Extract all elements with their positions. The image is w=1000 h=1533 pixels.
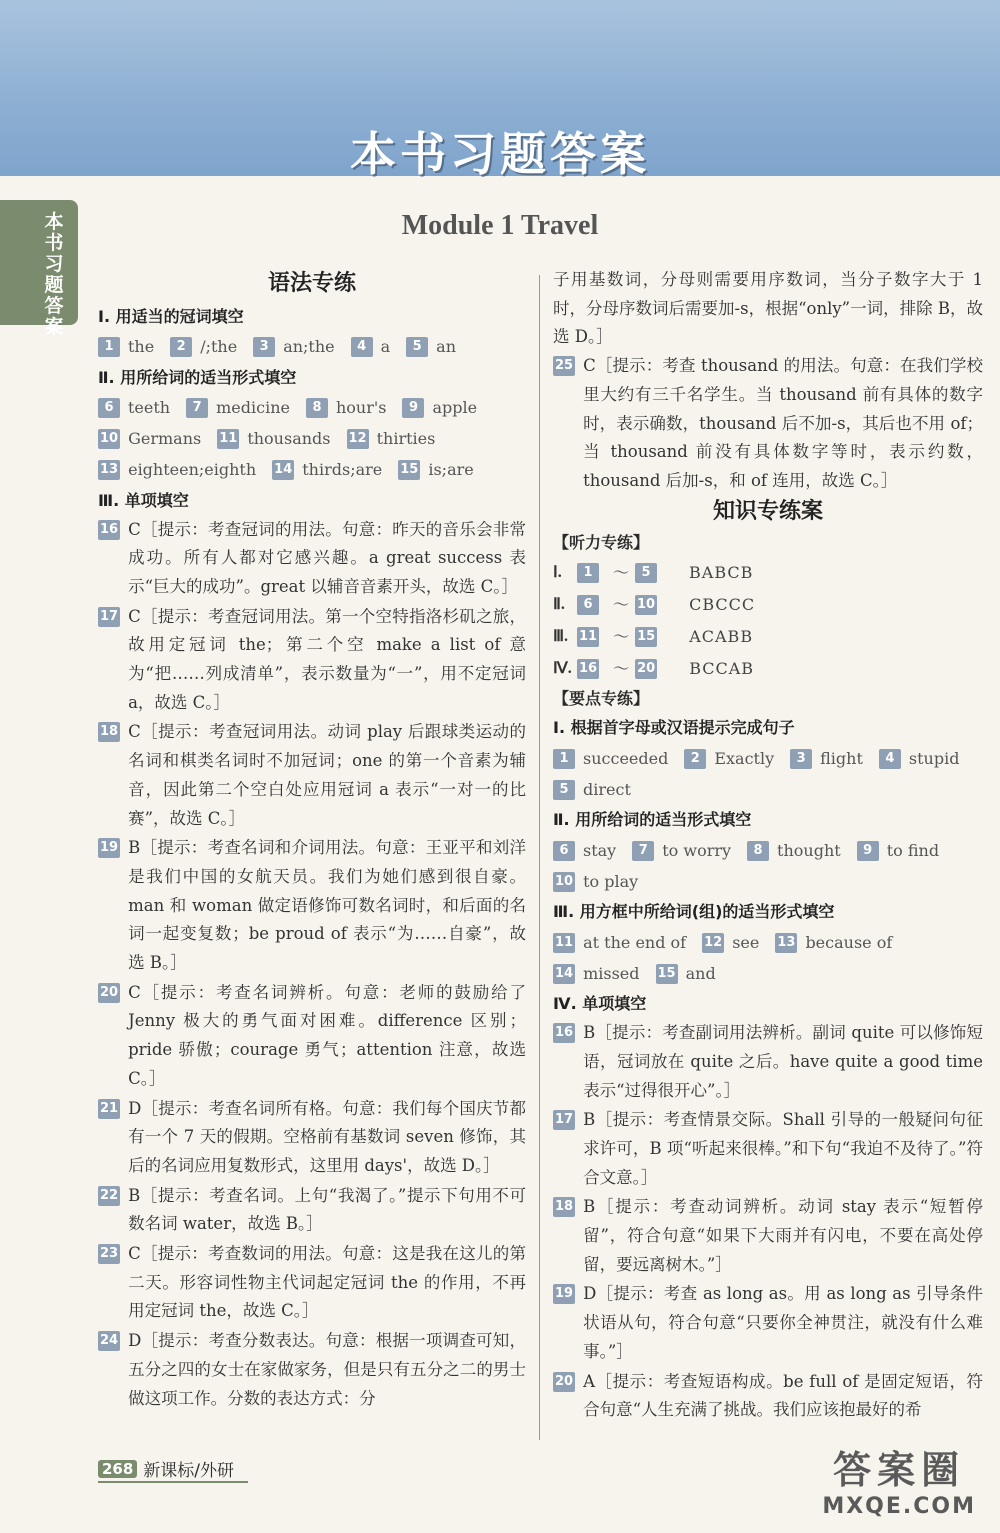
side-tab-label: 本书习题答案 [44,211,64,338]
answer-item [553,868,638,896]
question-number-badge: 15 [656,964,678,984]
answer-text: thirties [376,429,436,449]
question-number-badge: 14 [272,460,294,480]
answer-row [98,332,526,363]
question-list [553,352,983,496]
roman-label: Ⅲ. [553,628,569,646]
question-number-badge: 6 [553,841,575,861]
question-number-badge: 1 [98,337,120,357]
explanation-text: D［提示：考查 as long as。用 as long as 引导条件状语从句，符合句意“只要你全神贯注，就没有什么难事。”］ [583,1284,983,1361]
part-title: Ⅱ. 用所给词的适当形式填空 [98,367,297,387]
header-banner [0,0,1000,181]
question-answer [553,352,983,496]
question-number-badge: 18 [98,722,120,742]
answer-item [406,333,456,361]
question-number-badge: 3 [253,337,275,357]
section-title-grammar: 语法专练 [267,271,356,296]
explanation-text: C［提示：考查冠词用法。第一个空特指洛杉矶之旅，故用定冠词 the；第二个空 make a list of 意为“把……列成清单”，表示数量为“一”，用不定冠词 a，故选 C。］ [128,606,526,712]
continued-text: 子用基数词，分母则需要用序数词，当分子数字大于 1 时，分母序数词后需要加-s，根据“only”一词，排除 B，故选 D。］ [553,270,983,347]
question-number-badge: 25 [553,356,575,376]
answer-text: the [128,337,155,357]
question-number-badge: 4 [879,749,901,769]
answer-item [306,394,387,422]
answer-item [272,456,382,484]
explanation-text: B［提示：考查情景交际。Shall 引导的一般疑问句征求许可，B 项“听起来很棒。”和下句“我迫不及待了。”符合文意。］ [583,1110,983,1187]
answer-item [553,837,616,865]
answer-item [702,929,759,957]
footer-rule [98,1481,248,1483]
answer-text: Germans [128,429,202,449]
explanation-text: C［提示：考查名词辨析。句意：老师的鼓励给了 Jenny 极大的勇气面对困难。difference 区别；pride 骄傲；courage 勇气；attention 注意，故选 C。］ [128,982,526,1088]
page-number: 268 [98,1460,137,1478]
question-number-badge: 16 [577,659,599,679]
question-answer [553,1019,983,1105]
answer-row-group [553,743,983,805]
listening-title: 【听力专练】 [553,533,650,553]
column-divider [539,275,540,1440]
watermark-title: 答案圈 [833,1448,966,1492]
question-number-badge: 19 [553,1284,575,1304]
answer-text: direct [583,779,631,799]
right-column [553,266,983,1426]
question-number-badge: 10 [98,429,120,449]
range-separator: ～ [613,659,630,679]
answer-row [98,455,526,486]
part-title: Ⅲ. 单项填空 [98,490,189,510]
answer-text: an [436,337,457,357]
answer-item [684,745,774,773]
answer-item [253,333,334,361]
answer-text: because of [805,932,893,952]
question-number-badge: 7 [632,841,654,861]
answer-item [632,837,731,865]
answer-text: succeeded [583,748,669,768]
part-title: Ⅰ. 根据首字母或汉语提示完成句子 [553,718,795,738]
page-footer [98,1456,234,1481]
question-answer [98,516,526,602]
answer-row [98,424,526,455]
answer-row [553,774,983,805]
question-number-badge: 5 [553,780,575,800]
question-answer [553,1193,983,1279]
question-list [553,1019,983,1425]
listening-row [553,589,983,621]
answer-item [775,929,892,957]
question-number-badge: 1 [553,749,575,769]
answer-text: apple [432,398,478,418]
question-number-badge: 9 [402,398,424,418]
listening-answers-text: CBCCC [689,595,756,615]
question-number-badge: 3 [790,749,812,769]
question-answer [98,1240,526,1326]
question-number-badge: 11 [217,429,239,449]
question-number-badge: 1 [577,563,599,583]
answer-text: thousands [247,429,331,449]
answer-text: and [685,963,716,983]
answer-row-group [553,835,983,897]
watermark-logo [822,1439,976,1519]
roman-label: Ⅰ. [553,564,562,582]
question-answer [98,834,526,978]
answer-text: Exactly [714,748,775,768]
roman-label: Ⅳ. [553,660,572,678]
answer-text: a [380,337,391,357]
answer-text: /;the [200,337,238,357]
answer-text: hour's [335,398,387,418]
answer-item [351,333,391,361]
answer-item [656,960,716,988]
question-number-badge: 20 [553,1372,575,1392]
answer-row-group [98,332,526,363]
answer-row-group [553,927,983,989]
section-title-knowledge: 知识专练案 [712,498,823,524]
listening-answers-text: BCCAB [689,659,755,679]
question-number-badge: 15 [398,460,420,480]
explanation-text: B［提示：考查动词辨析。动词 stay 表示“短暂停留”，符合句意“如果下大雨并有闪电，不要在高处停留，要远离树木。”］ [583,1197,983,1274]
range-separator: ～ [613,595,630,615]
question-number-badge: 23 [98,1244,120,1264]
answer-item [98,333,154,361]
answer-item [347,425,436,453]
answer-text: medicine [216,398,290,418]
question-answer [98,718,526,833]
question-number-badge: 9 [857,841,879,861]
question-number-badge: 18 [553,1197,575,1217]
answer-row [553,927,983,958]
explanation-text: C［提示：考查冠词的用法。句意：昨天的音乐会非常成功。所有人都对它感兴趣。a great success 表示“巨大的成功”。great 以辅音音素开头，故选 C。］ [128,519,526,596]
question-number-badge: 10 [635,595,657,615]
answer-item [790,745,863,773]
answer-item [553,929,686,957]
question-number-badge: 5 [635,563,657,583]
question-number-badge: 6 [98,398,120,418]
explanation-text: C［提示：考查冠词用法。动词 play 后跟球类运动的名词和棋类名词时不加冠词；one 的第一个音素为辅音，因此第二个空白处应用冠词 a 表示“一对一的比赛”，故选 C。］ [128,722,526,828]
explanation-text: C［提示：考查数词的用法。句意：这是我在这儿的第二天。形容词性物主代词起定冠词 the 的作用，不再用定冠词 the，故选 C。］ [128,1244,526,1321]
answer-text: see [732,932,760,952]
question-number-badge: 12 [702,933,724,953]
footer-text: 新课标/外研 [143,1461,235,1481]
explanation-text: B［提示：考查副词用法辨析。副词 quite 可以修饰短语，冠词放在 quite 之后。have quite a good time 表示“过得很开心”。］ [583,1023,983,1100]
question-number-badge: 13 [775,933,797,953]
explanation-text: C［提示：考查 thousand 的用法。句意：在我们学校里大约有三千名学生。当 thousand 前有具体的数字时，表示确数，thousand 后不加-s，其后也不用 of；当 thousand 前没有具体数字等时，表示约数，thousand 后加-s，和 of 连用，故选 C。］ [583,356,983,490]
listening-row [553,621,983,653]
range-separator: ～ [613,563,630,583]
answer-text: stupid [908,748,960,768]
question-number-badge: 14 [553,964,575,984]
question-number-badge: 6 [577,595,599,615]
answer-text: teeth [128,398,171,418]
answer-item [170,333,237,361]
question-answer [553,1106,983,1192]
answer-row [553,958,983,989]
question-number-badge: 22 [98,1186,120,1206]
answer-text: thirds;are [302,460,383,480]
explanation-text: D［提示：考查名词所有格。句意：我们每个国庆节都有一个 7 天的假期。空格前有基数词 seven 修饰，其后的名词应用复数形式，这里用 days'，故选 D。］ [128,1098,526,1175]
question-number-badge: 20 [635,659,657,679]
question-number-badge: 8 [747,841,769,861]
range-separator: ～ [613,627,630,647]
question-number-badge: 20 [98,983,120,1003]
question-number-badge: 13 [98,460,120,480]
answer-text: thought [777,840,841,860]
answer-item [553,776,631,804]
answer-text: stay [583,840,617,860]
answer-row [553,866,983,897]
question-number-badge: 16 [98,520,120,540]
question-number-badge: 11 [553,933,575,953]
answer-text: missed [583,963,640,983]
question-number-badge: 10 [553,872,575,892]
question-list [98,516,526,1414]
question-answer [98,979,526,1094]
left-column [98,268,526,1414]
listening-row [553,653,983,685]
question-number-badge: 11 [577,627,599,647]
answer-item [553,960,640,988]
answer-row [553,835,983,866]
question-number-badge: 15 [635,627,657,647]
banner-title: 本书习题答案 [350,127,650,181]
answer-text: is;are [428,460,474,480]
answer-text: at the end of [583,932,687,952]
answer-item [98,425,201,453]
answer-text: to find [886,840,940,860]
question-answer [553,1368,983,1425]
module-title: Module 1 Travel [401,210,599,241]
question-number-badge: 4 [351,337,373,357]
answer-item [402,394,477,422]
question-number-badge: 21 [98,1099,120,1119]
listening-answers-text: BABCB [689,563,754,583]
question-number-badge: 16 [553,1023,575,1043]
answer-item [398,456,473,484]
question-answer [98,1327,526,1413]
explanation-text: A［提示：考查短语构成。be full of 是固定短语，符合句意“人生充满了挑战。我们应该抱最好的希 [583,1371,983,1420]
answer-text: flight [820,748,863,768]
question-answer [98,1182,526,1239]
question-answer [98,603,526,718]
question-number-badge: 5 [406,337,428,357]
roman-label: Ⅱ. [553,596,565,614]
answer-text: to worry [662,840,732,860]
answer-item [98,394,170,422]
question-answer [98,1095,526,1181]
answer-text: an;the [283,337,335,357]
listening-row [553,557,983,589]
part-title: Ⅱ. 用所给词的适当形式填空 [553,810,752,830]
answer-item [879,745,960,773]
listening-answers [553,557,983,685]
question-number-badge: 2 [170,337,192,357]
answer-item [747,837,841,865]
question-number-badge: 7 [186,398,208,418]
explanation-text: B［提示：考查名词。上句“我渴了。”提示下句用不可数名词 water，故选 B。］ [128,1185,526,1234]
question-number-badge: 12 [347,429,369,449]
key-points-title: 【要点专练】 [553,689,650,709]
part-title: Ⅲ. 用方框中所给词(组)的适当形式填空 [553,902,835,922]
explanation-text: B［提示：考查名词和介词用法。句意：王亚平和刘洋是我们中国的女航天员。我们为她们感到很自豪。man 和 woman 做定语修饰可数名词时，和后面的名词一起变复数；be proud of 表示“为……自豪”，故选 B。］ [128,838,526,973]
question-number-badge: 2 [684,749,706,769]
question-number-badge: 17 [553,1110,575,1130]
listening-answers-text: ACABB [689,627,754,647]
answer-text: eighteen;eighth [128,460,257,480]
part-title: Ⅰ. 用适当的冠词填空 [98,306,244,326]
answer-item [98,456,256,484]
answer-item [553,745,668,773]
answer-item [217,425,330,453]
answer-item [857,837,939,865]
answer-text: to play [583,871,639,891]
question-number-badge: 17 [98,607,120,627]
explanation-text: D［提示：考查分数表达。句意：根据一项调查可知，五分之四的女士在家做家务，但是只有五分之二的男士做这项工作。分数的表达方式：分 [128,1331,526,1408]
question-number-badge: 8 [306,398,328,418]
question-answer [553,1280,983,1366]
question-number-badge: 19 [98,838,120,858]
watermark-url: MXQE.COM [822,1494,976,1519]
question-number-badge: 24 [98,1331,120,1351]
answer-item [186,394,290,422]
answer-row [553,743,983,774]
answer-row [98,393,526,424]
answer-row-group [98,393,526,486]
part-title: Ⅳ. 单项填空 [553,994,647,1014]
